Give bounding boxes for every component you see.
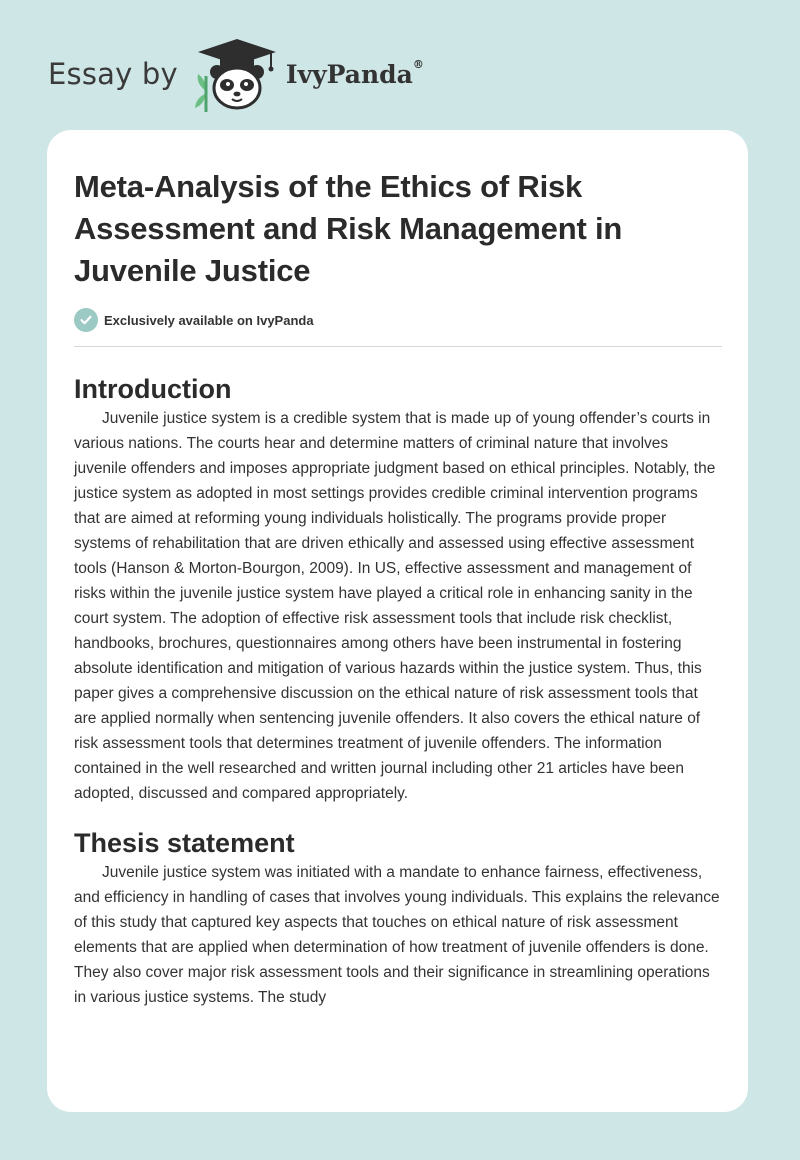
essay-card: [47, 130, 748, 1112]
section-paragraph-thesis: Juvenile justice system was initiated with a mandate to enhance fairness, effectiveness, and efficiency in handling of cases that involves young individuals. This explains the relevance of this study that captured key aspects that touches on ethical nature of risk assessment elements that are applied when determination of how treatment of juvenile offenders is done. They also cover major risk assessment tools and their significance in streamlining operations in various justice systems. The study: [74, 864, 720, 1006]
badge-text: Exclusively available on IvyPanda: [104, 312, 314, 328]
brand-header: [48, 36, 424, 112]
exclusive-badge: [74, 306, 722, 334]
section-heading-introduction: Introduction: [74, 374, 232, 404]
essay-title: Meta-Analysis of the Ethics of Risk Assessment and Risk Management in Juvenile Justice: [74, 169, 623, 288]
check-circle-icon: [74, 308, 98, 332]
section-heading-thesis: Thesis statement: [74, 828, 295, 858]
section-paragraph-introduction: Juvenile justice system is a credible system that is made up of young offender’s courts in various nations. The courts hear and determine matters of criminal nature that involves juvenile offenders and imposes appropriate judgment based on ethical principles. Notably, the justice system as adopted in most settings provides credible criminal intervention programs that are aimed at reforming young individuals holistically. The programs provide proper systems of rehabilitation that are driven ethically and assessed using effective assessment tools (Hanson & Morton-Bourgon, 2009). In US, effective assessment and management of risks within the juvenile justice system have played a critical role in enhancing sanity in the court system. The adoption of effective risk assessment tools that include risk checklist, handbooks, brochures, questionnaires among others have been instrumental in fostering absolute identification and mitigation of various hazards within the justice system. Thus, this paper gives a comprehensive discussion on the ethical nature of risk assessment tools that are applied normally when sentencing juvenile offenders. It also covers the ethical nature of risk assessment tools that determines treatment of juvenile offenders. The information contained in the well researched and written journal including other 21 articles have been adopted, discussed and compared appropriately.: [74, 410, 716, 802]
brand-name[interactable]: IvyPanda®: [285, 57, 424, 89]
panda-logo-icon[interactable]: [192, 36, 282, 112]
brand-prefix: Essay by: [48, 57, 178, 91]
divider: [74, 346, 722, 347]
registered-mark: ®: [412, 57, 424, 71]
